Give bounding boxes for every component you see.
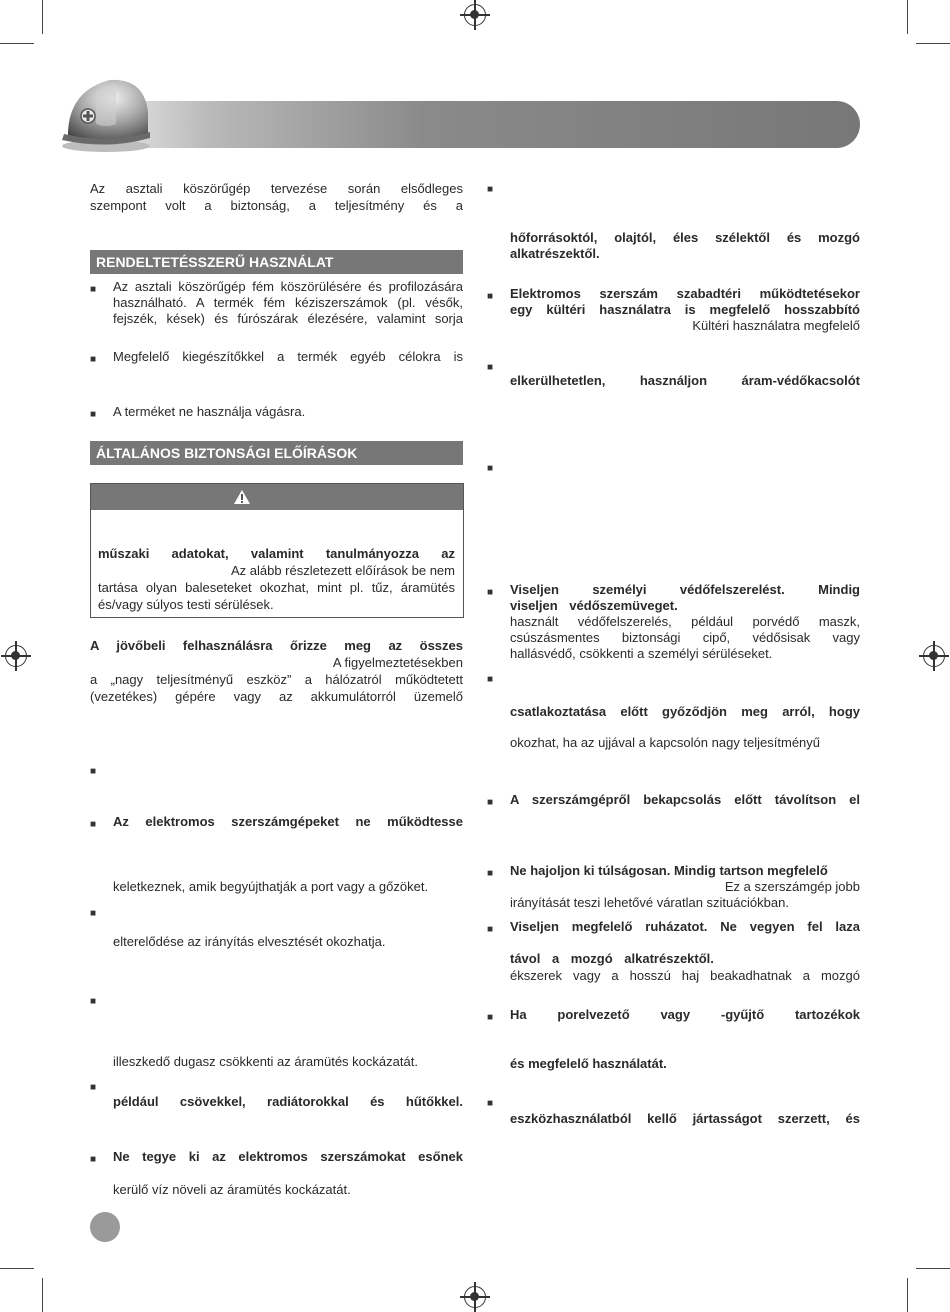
list-item-text: elterelődése az irányítás elvesztését okozhatja. xyxy=(113,934,386,949)
list-item-text: illeszkedő dugasz csökkenti az áramütés kockázatát. xyxy=(113,1054,418,1069)
registration-mark-icon xyxy=(923,645,945,667)
registration-mark-icon xyxy=(464,1286,486,1308)
bullet-icon: ■ xyxy=(90,996,97,1007)
list-item-text: irányítását teszi lehetővé váratlan szituációkban. xyxy=(510,895,789,910)
warning-triangle-icon xyxy=(233,489,251,505)
bullet-icon: ■ xyxy=(487,868,494,879)
list-item-text: egy kültéri használatra is megfelelő hosszabbító xyxy=(510,302,860,317)
keep-text: A figyelmeztetésekben xyxy=(332,655,463,670)
list-item-text: alkatrészektől. xyxy=(510,246,600,261)
bullet-icon: ■ xyxy=(487,1012,494,1023)
bullet-icon: ■ xyxy=(487,362,494,373)
list-item-text: eszközhasználatból kellő jártasságot szerzett, és xyxy=(510,1111,860,1126)
list-item-text: elkerülhetetlen, használjon áram-védőkacsolót xyxy=(510,373,860,388)
crop-mark xyxy=(907,1278,908,1312)
bullet-icon: ■ xyxy=(90,819,97,830)
bullet-icon: ■ xyxy=(90,766,97,777)
list-item-text: Ne hajoljon ki túlságosan. Mindig tartson megfelelő xyxy=(510,863,828,878)
list-item-text: keletkeznek, amik begyújthatják a port vagy a gőzöket. xyxy=(113,879,429,894)
helmet-icon xyxy=(58,72,158,154)
bullet-icon: ■ xyxy=(487,797,494,808)
bullet-icon: ■ xyxy=(487,1098,494,1109)
list-item-text: Ha porelvezető vagy -gyűjtő tartozékok xyxy=(510,1007,860,1022)
bullet-icon: ■ xyxy=(90,284,97,295)
warning-text: Az alább részletezett előírások be nem xyxy=(230,563,455,578)
list-item-text: például csövekkel, radiátorokkal és hűtőkkel. xyxy=(113,1094,463,1109)
list-item-text: Az asztali köszörűgép fém köszörülésére és profilozására xyxy=(113,279,463,294)
crop-mark xyxy=(916,43,950,44)
warning-text: tartása olyan baleseteket okozhat, mint pl. tűz, áramütés xyxy=(98,580,455,595)
list-item-text: Az elektromos szerszámgépeket ne működtesse xyxy=(113,814,463,829)
bullet-icon: ■ xyxy=(90,908,97,919)
list-item-text: kerülő víz növeli az áramütés kockázatát. xyxy=(113,1182,351,1197)
crop-mark xyxy=(916,1268,950,1269)
crop-mark xyxy=(42,0,43,34)
list-item-text: használt védőfelszerelés, például porvédő maszk, xyxy=(510,614,860,629)
list-item-text: Viseljen személyi védőfelszerelést. Mindig xyxy=(510,582,860,597)
intro-line: Az asztali köszörűgép tervezése során elsődleges xyxy=(90,181,463,196)
list-item-text: okozhat, ha az ujjával a kapcsolón nagy teljesítményű xyxy=(510,735,821,750)
bullet-icon: ■ xyxy=(90,354,97,365)
keep-text: (vezetékes) gépére vagy az akkumulátorról üzemelő xyxy=(90,689,463,704)
list-item-text: hőforrásoktól, olajtól, éles szélektől és mozgó xyxy=(510,230,860,245)
bullet-icon: ■ xyxy=(90,409,97,420)
bullet-icon: ■ xyxy=(90,1082,97,1093)
section-heading-safety: ÁLTALÁNOS BIZTONSÁGI ELŐÍRÁSOK xyxy=(90,441,463,465)
crop-mark xyxy=(0,43,34,44)
list-item-text: hallásvédő, csökkenti a személyi sérüléseket. xyxy=(510,646,773,661)
list-item-text: A terméket ne használja vágásra. xyxy=(113,404,306,419)
bullet-icon: ■ xyxy=(487,924,494,935)
list-item-text: A szerszámgépről bekapcsolás előtt távolítson el xyxy=(510,792,860,807)
crop-mark xyxy=(42,1278,43,1312)
bullet-icon: ■ xyxy=(487,291,494,302)
crop-mark xyxy=(0,1268,34,1269)
list-item-text: fejszék, kések) és fúrószárak élezésére, valamint sorja xyxy=(113,311,463,326)
list-item-text: Ne tegye ki az elektromos szerszámokat esőnek xyxy=(113,1149,463,1164)
list-item-text: használható. A termék fém kéziszerszámok (pl. vésők, xyxy=(113,295,463,310)
intro-line: szempont volt a biztonság, a teljesítmény és a xyxy=(90,198,463,213)
bullet-icon: ■ xyxy=(487,587,494,598)
list-item-text: viseljen védőszemüveget. xyxy=(510,598,678,613)
registration-mark-icon xyxy=(5,645,27,667)
list-item-text: ékszerek vagy a hosszú haj beakadhatnak a mozgó xyxy=(510,968,860,983)
list-item-text: Ez a szerszámgép jobb xyxy=(724,879,860,894)
list-item-text: távol a mozgó alkatrészektől. xyxy=(510,951,714,966)
page-number-tab xyxy=(90,1212,120,1242)
list-item-text: Megfelelő kiegészítőkkel a termék egyéb célokra is xyxy=(113,349,463,364)
warning-box xyxy=(90,483,464,618)
warning-box-header xyxy=(91,484,463,510)
bullet-icon: ■ xyxy=(487,463,494,474)
registration-mark-icon xyxy=(464,4,486,26)
list-item-text: Elektromos szerszám szabadtéri működtetésekor xyxy=(510,286,860,301)
bullet-icon: ■ xyxy=(487,184,494,195)
header-banner xyxy=(68,101,860,148)
keep-text: a „nagy teljesítményű eszköz” a hálózatról működtetett xyxy=(90,672,463,687)
keep-text: A jövőbeli felhasználásra őrizze meg az összes xyxy=(90,638,463,653)
section-heading-intended-use: RENDELTETÉSSZERŰ HASZNÁLAT xyxy=(90,250,463,274)
bullet-icon: ■ xyxy=(90,1154,97,1165)
bullet-icon: ■ xyxy=(487,674,494,685)
crop-mark xyxy=(907,0,908,34)
list-item-text: Kültéri használatra megfelelő xyxy=(692,318,860,333)
list-item-text: Viseljen megfelelő ruházatot. Ne vegyen fel laza xyxy=(510,919,860,934)
list-item-text: csatlakoztatása előtt győződjön meg arról, hogy xyxy=(510,704,860,719)
warning-text: műszaki adatokat, valamint tanulmányozza az xyxy=(98,546,455,561)
warning-text: és/vagy súlyos testi sérülések. xyxy=(98,597,274,612)
list-item-text: csúszásmentes biztonsági cipő, védősisak vagy xyxy=(510,630,860,645)
list-item-text: és megfelelő használatát. xyxy=(510,1056,667,1071)
